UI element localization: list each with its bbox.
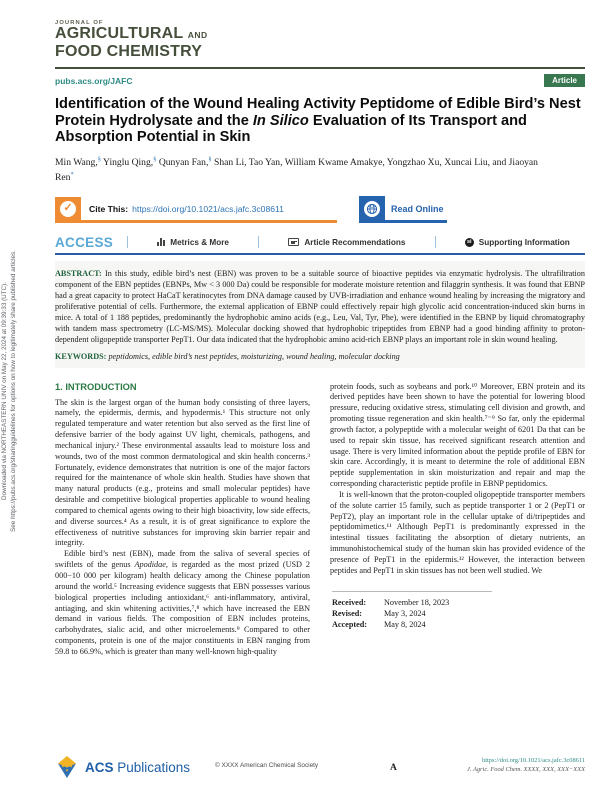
access-separator xyxy=(127,236,128,248)
article-title-part2: Evaluation of Its Transport and Absorption Potential in Skin xyxy=(55,112,527,146)
author-group-3: Qunyan Fan, xyxy=(156,156,209,168)
page-letter: A xyxy=(390,763,397,773)
journal-site-link[interactable]: pubs.acs.org/JAFC xyxy=(55,75,133,86)
footer-citation-block xyxy=(467,757,585,774)
article-history xyxy=(332,591,492,630)
recommendations-link[interactable] xyxy=(288,238,405,247)
article-title-italic: In Silico xyxy=(252,112,309,129)
received-row xyxy=(332,597,492,608)
intro-paragraph-2b: , is regarded as the most prized (USD 2 000−10 000 per kilogram) health delicacy among the Chinese population around the world.⁵ Increasing evidence suggests that EBN possesses various biological properties including antioxidant,⁶ anti-inflammatory, antiviral, antiaging, and skin whitening activities,⁷,⁸ which have increased the EBN demand in various fields. The composition of EBN includes proteins, carbohydrates, sialic acid, and other microelements.⁹ Compared to other components, protein is one of the major constituents in EBN ranging from 59.8 to 66.9%, which is greater than many well-known high-quality xyxy=(55,560,310,656)
intro-paragraph-1: The skin is the largest organ of the human body consisting of three layers, namely, the epidermis, dermis, and hypodermis.¹ This structure not only regulated temperature and water retention but also served as the first line of defensive barrier of the body against UV light, chemicals, pathogens, and mechanical injury.² These environmental assaults lead to moisture loss and wounds, two of the most common dermatological and skin health concerns.³ Fortunately, evidence demonstrates that nutrition is one of the major factors required for the maintenance of whole skin health. Studies have shown that many natural products (e.g., proteins and small molecular peptides) have desirable and competitive biological properties applicable to wound healing compared to chemical agents owing to their high bioactivity, low side effects, and diverse sources.⁴ As a result, it is of great significance to explore the effectiveness of nutritive substances for improving skin barrier repair and integrity. xyxy=(55,397,310,548)
metrics-chart-icon xyxy=(157,238,165,246)
accepted-row xyxy=(332,619,492,630)
acs-diamond-icon xyxy=(55,755,79,779)
keywords-list: peptidomics, edible bird’s nest peptides, moisturizing, wound healing, molecular docking xyxy=(106,351,400,361)
received-date: November 18, 2023 xyxy=(384,597,450,607)
left-column xyxy=(55,382,310,658)
abstract-paragraph xyxy=(55,269,585,345)
body-columns xyxy=(55,382,585,658)
read-online-globe-icon xyxy=(359,196,385,222)
copyright-notice: © XXXX American Chemical Society xyxy=(215,762,319,769)
cite-check-icon: ✓ xyxy=(55,197,81,220)
metrics-label: Metrics & More xyxy=(170,237,229,247)
abstract-section xyxy=(55,261,585,367)
accepted-date: May 8, 2024 xyxy=(384,619,426,629)
intro-paragraph-2a: Edible bird’s nest (EBN), made from the saliva of several species of swiftlets of the genus xyxy=(55,549,310,570)
abstract-text: In this study, edible bird’s nest (EBN) was proven to be a suitable source of bioactive peptides via enzymatic hydrolysis. The ultrafiltration component of the EBN peptides (EBNPs, Mw < 3 000 Da) could be responsible for moderate moisture retention and filaggrin synthesis. It was found that EBNP had a great capacity to protect HaCaT keratinocytes from DNA damage caused by UVB-irradiation and enhance wound healing by increasing the migratory and proliferative potential of cells. Furthermore, the external application of EBNP could effectively repair high glycolic acid concentration-induced skin burns in mice. A total of 1 188 peptides, predominantly the hydrophobic amino acids (e.g., Leu, Val, Tyr, Phe), were identified in the EBNP by liquid chromatography with tandem mass spectrometry (LC-MS/MS). Molecular docking showed that hydrophobic tripeptides from EBNP had a good binding affinity to proton-dependent oligopeptide transporter PepT1. Our data indicated that the hydrophobic amino acid-rich EBNP plays an important role in skin wound healing. xyxy=(55,269,585,344)
journal-name-line2: FOOD CHEMISTRY xyxy=(55,42,203,60)
acs-publications-logo[interactable] xyxy=(55,755,190,779)
cite-this-label: Cite This: xyxy=(89,203,129,214)
journal-name-and: AND xyxy=(187,30,208,40)
author-list xyxy=(55,154,543,185)
read-online-button[interactable] xyxy=(359,197,447,223)
metrics-link[interactable] xyxy=(157,238,229,247)
cite-doi-link[interactable]: https://doi.org/10.1021/acs.jafc.3c08611 xyxy=(132,203,284,214)
access-bar xyxy=(55,231,585,255)
acs-logo-text-light: Publications xyxy=(113,759,191,775)
supporting-info-icon: si xyxy=(465,238,474,247)
right-column xyxy=(330,382,585,658)
revised-date: May 3, 2024 xyxy=(384,608,426,618)
article-title-part1: Identification of the Wound Healing Activity Peptidome of Edible Bird’s Nest Protein Hydrolysate and the xyxy=(55,96,581,129)
abstract-label: ABSTRACT: xyxy=(55,269,102,279)
keywords-label: KEYWORDS: xyxy=(55,351,107,361)
author-mark-1: § xyxy=(97,155,102,163)
author-mark-4: * xyxy=(70,171,74,179)
read-online-label: Read Online xyxy=(391,203,444,214)
recommendations-label: Article Recommendations xyxy=(304,237,406,247)
introduction-heading: 1. INTRODUCTION xyxy=(55,381,137,392)
author-mark-2: § xyxy=(153,155,157,163)
article-type-badge: Article xyxy=(544,74,585,88)
received-label: Received: xyxy=(332,597,367,607)
journal-name xyxy=(55,26,585,60)
revised-row xyxy=(332,608,492,619)
intro-paragraph-2 xyxy=(55,549,310,657)
footer-journal-citation: J. Agric. Food Chem. XXXX, XXX, XXX−XXX xyxy=(467,765,585,773)
author-group-1: Min Wang, xyxy=(55,156,98,168)
supporting-info-label: Supporting Information xyxy=(478,237,570,247)
cite-this-box xyxy=(55,197,337,223)
acs-logo-text-bold: ACS xyxy=(85,759,114,775)
access-separator-2 xyxy=(258,236,259,248)
cite-bar xyxy=(55,197,585,223)
access-separator-3 xyxy=(435,236,436,248)
keywords-line xyxy=(55,352,585,361)
journal-kicker: JOURNAL OF xyxy=(55,20,104,26)
author-group-2: Yinglu Qing, xyxy=(101,156,154,168)
revised-label: Revised: xyxy=(332,608,363,618)
genus-italic: Apodidae xyxy=(134,560,166,570)
page-footer xyxy=(55,753,585,783)
access-link[interactable]: ACCESS xyxy=(55,234,114,250)
journal-name-line1: AGRICULTURAL xyxy=(55,25,184,42)
recommendations-icon xyxy=(288,238,299,246)
footer-doi-link[interactable]: https://doi.org/10.1021/acs.jafc.3c08611 xyxy=(482,757,585,764)
intro-paragraph-4: It is well-known that the proton-coupled oligopeptide transporter members of the solute carrier 15 family, such as peptide transporter 1 or 2 (PepT1 or PepT2), play an important role in the cellular uptake of di/tripeptides and peptidomimetics.¹¹ Although PepT1 is predominantly expressed in the intestinal tissues facilitating the absorption of dietary nutrients, an immunohistochemical study of the human skin has provided evidence of the presence of PepT1 in the epidermis.¹² However, the interaction between peptides and PepT1 in skin tissues has not been well studied. We xyxy=(330,489,585,575)
article-title xyxy=(55,96,585,146)
masthead-rule xyxy=(55,67,585,69)
download-watermark-line1: Downloaded via NORTHEASTERN UNIV on May 22, 2024 at 09:39:33 (UTC). xyxy=(1,282,8,500)
journal-masthead xyxy=(55,20,585,60)
accepted-label: Accepted: xyxy=(332,619,368,629)
intro-paragraph-3: protein foods, such as soybeans and pork.¹⁰ Moreover, EBN protein and its derived peptides have been shown to have the potential for lowering blood pressure, reducing oxidative stress, stimulating cell division and growth, and promoting tissue regeneration and skin health.⁷⁻⁹ So far, only the epidermal growth factor, a polypeptide with a molecular weight of 6201 Da that can be used to repair skin tissue, has received significant research attention and usage. There is very limited information about the peptide profile of EBN for skin care. Accordingly, it is meant to determine the role of additional EBN peptide supplementation in skin moisturization and repair and map the corresponding characteristic peptide profile in EBNP peptidomics. xyxy=(330,381,585,489)
author-mark-3: § xyxy=(208,155,212,163)
download-watermark-line2: See https://pubs.acs.org/sharingguidelines for options on how to legitimately share published articles. xyxy=(9,250,17,532)
author-group-4: Shan Li, Tao Yan, William Kwame Amakye, Yongzhao Xu, Xuncai Liu, and Jiaoyan Ren xyxy=(55,156,538,184)
supporting-info-link[interactable] xyxy=(465,238,570,247)
